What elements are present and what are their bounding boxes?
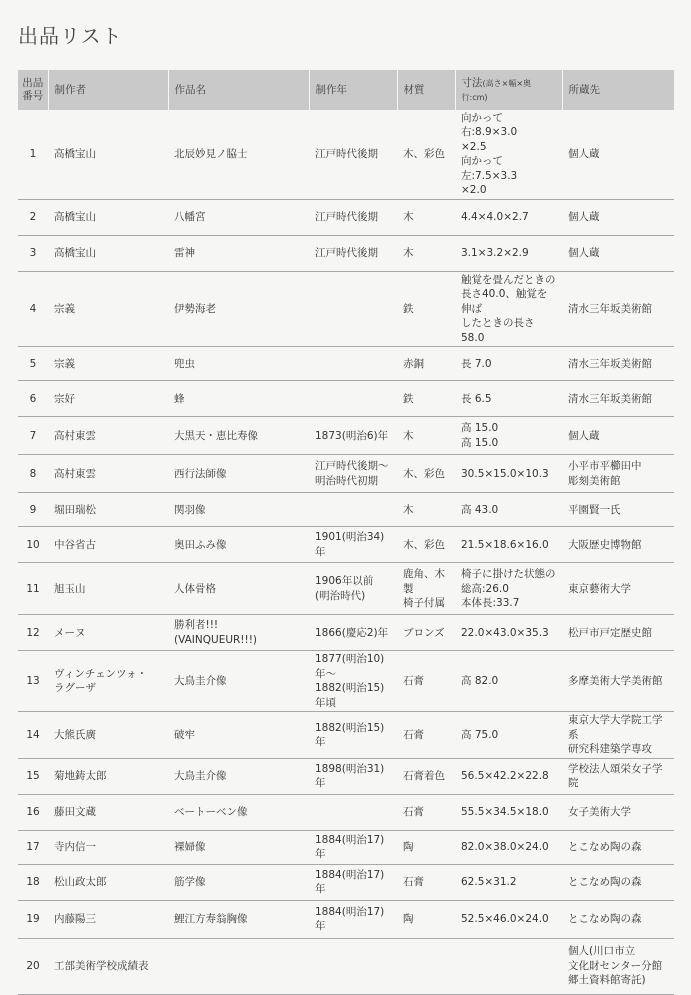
- year-cell: [309, 493, 397, 527]
- row-number-cell: 18: [18, 864, 48, 900]
- dimensions-cell: 82.0×38.0×24.0: [455, 830, 562, 864]
- row-number-cell: 3: [18, 235, 48, 271]
- dimensions-cell: 30.5×15.0×10.3: [455, 455, 562, 493]
- work-title-cell: 八幡宮: [168, 199, 309, 235]
- artist-cell: 松山政太郎: [48, 864, 168, 900]
- row-number-cell: 1: [18, 110, 48, 199]
- header-work: 作品名: [168, 70, 309, 110]
- work-title-cell: 大鳥圭介像: [168, 758, 309, 794]
- work-title-cell: 裸婦像: [168, 830, 309, 864]
- work-title-cell: 破牢: [168, 712, 309, 758]
- dimensions-cell: 3.1×3.2×2.9: [455, 235, 562, 271]
- work-title-cell: 筋学像: [168, 864, 309, 900]
- year-cell: [309, 938, 397, 994]
- artist-cell: 寺内信一: [48, 830, 168, 864]
- row-number-cell: 17: [18, 830, 48, 864]
- material-cell: 石膏着色: [397, 758, 455, 794]
- table-row: [18, 615, 674, 651]
- artist-cell: 宗義: [48, 347, 168, 381]
- table-row: [18, 830, 674, 864]
- dimensions-cell: 椅子に掛けた状態の 総高:26.0 本体長:33.7: [455, 563, 562, 615]
- work-title-cell: [168, 938, 309, 994]
- dimensions-cell: [455, 938, 562, 994]
- owner-cell: 大阪歴史博物館: [562, 527, 674, 563]
- artist-cell: 工部美術学校成績表: [48, 938, 168, 994]
- dimensions-cell: 高 43.0: [455, 493, 562, 527]
- owner-cell: とこなめ陶の森: [562, 830, 674, 864]
- owner-cell: 多摩美術大学美術館: [562, 651, 674, 712]
- artist-cell: 旭玉山: [48, 563, 168, 615]
- material-cell: 陶: [397, 900, 455, 938]
- material-cell: 石膏: [397, 794, 455, 830]
- work-title-cell: 雷神: [168, 235, 309, 271]
- row-number-cell: 2: [18, 199, 48, 235]
- dimensions-cell: 55.5×34.5×18.0: [455, 794, 562, 830]
- year-cell: 江戸時代後期〜 明治時代初期: [309, 455, 397, 493]
- owner-cell: 個人蔵: [562, 199, 674, 235]
- table-row: [18, 758, 674, 794]
- dimensions-cell: 56.5×42.2×22.8: [455, 758, 562, 794]
- table-row: [18, 900, 674, 938]
- table-row: [18, 235, 674, 271]
- header-owner: 所蔵先: [562, 70, 674, 110]
- artist-cell: 宗義: [48, 271, 168, 346]
- owner-cell: とこなめ陶の森: [562, 900, 674, 938]
- owner-cell: 個人蔵: [562, 417, 674, 455]
- owner-cell: 清水三年坂美術館: [562, 271, 674, 346]
- table-row: [18, 563, 674, 615]
- material-cell: 陶: [397, 830, 455, 864]
- header-size-sub: (高さ×幅×奥行:cm): [461, 78, 532, 102]
- work-title-cell: 西行法師像: [168, 455, 309, 493]
- dimensions-cell: 長 6.5: [455, 381, 562, 417]
- material-cell: 木: [397, 493, 455, 527]
- table-row: [18, 527, 674, 563]
- work-title-cell: 北辰妙見ノ脇士: [168, 110, 309, 199]
- owner-cell: 個人蔵: [562, 235, 674, 271]
- material-cell: 木、彩色: [397, 455, 455, 493]
- table-row: [18, 110, 674, 199]
- table-row: [18, 864, 674, 900]
- artist-cell: 菊地鋳太郎: [48, 758, 168, 794]
- row-number-cell: 15: [18, 758, 48, 794]
- dimensions-cell: 高 75.0: [455, 712, 562, 758]
- year-cell: 1882(明治15)年: [309, 712, 397, 758]
- header-year: 制作年: [309, 70, 397, 110]
- year-cell: 1884(明治17)年: [309, 864, 397, 900]
- table-row: [18, 199, 674, 235]
- table-row: [18, 347, 674, 381]
- dimensions-cell: 高 15.0 高 15.0: [455, 417, 562, 455]
- dimensions-cell: 高 82.0: [455, 651, 562, 712]
- table-row: [18, 493, 674, 527]
- dimensions-cell: 4.4×4.0×2.7: [455, 199, 562, 235]
- year-cell: 1873(明治6)年: [309, 417, 397, 455]
- material-cell: 石膏: [397, 651, 455, 712]
- owner-cell: 女子美術大学: [562, 794, 674, 830]
- row-number-cell: 7: [18, 417, 48, 455]
- work-title-cell: 奥田ふみ像: [168, 527, 309, 563]
- table-row: [18, 794, 674, 830]
- artist-cell: 藤田文蔵: [48, 794, 168, 830]
- owner-cell: 清水三年坂美術館: [562, 381, 674, 417]
- artist-cell: 内藤陽三: [48, 900, 168, 938]
- row-number-cell: 12: [18, 615, 48, 651]
- material-cell: [397, 938, 455, 994]
- row-number-cell: 19: [18, 900, 48, 938]
- material-cell: ブロンズ: [397, 615, 455, 651]
- material-cell: 木: [397, 235, 455, 271]
- table-row: [18, 381, 674, 417]
- work-title-cell: 蜂: [168, 381, 309, 417]
- exhibit-list-table: [18, 70, 674, 995]
- owner-cell: とこなめ陶の森: [562, 864, 674, 900]
- row-number-cell: 13: [18, 651, 48, 712]
- material-cell: 赤銅: [397, 347, 455, 381]
- table-row: [18, 938, 674, 994]
- owner-cell: 松戸市戸定歴史館: [562, 615, 674, 651]
- header-size-main: 寸法: [461, 76, 483, 89]
- row-number-cell: 11: [18, 563, 48, 615]
- row-number-cell: 14: [18, 712, 48, 758]
- owner-cell: 小平市平櫛田中 彫刻美術館: [562, 455, 674, 493]
- dimensions-cell: 52.5×46.0×24.0: [455, 900, 562, 938]
- artist-cell: 高橋宝山: [48, 235, 168, 271]
- year-cell: [309, 347, 397, 381]
- work-title-cell: 関羽像: [168, 493, 309, 527]
- year-cell: 1884(明治17)年: [309, 900, 397, 938]
- header-size: [455, 70, 562, 110]
- artist-cell: 堀田瑞松: [48, 493, 168, 527]
- year-cell: 1901(明治34) 年: [309, 527, 397, 563]
- year-cell: [309, 271, 397, 346]
- row-number-cell: 16: [18, 794, 48, 830]
- artist-cell: ヴィンチェンツォ・ ラグーザ: [48, 651, 168, 712]
- material-cell: 鹿角、木製 椅子付属: [397, 563, 455, 615]
- page-title: 出品リスト: [18, 24, 123, 48]
- year-cell: 江戸時代後期: [309, 199, 397, 235]
- table-row: [18, 651, 674, 712]
- dimensions-cell: 向かって右:8.9×3.0 ×2.5 向かって左:7.5×3.3 ×2.0: [455, 110, 562, 199]
- header-material: 材質: [397, 70, 455, 110]
- artist-cell: 高橋宝山: [48, 110, 168, 199]
- year-cell: 1884(明治17)年: [309, 830, 397, 864]
- material-cell: 木: [397, 199, 455, 235]
- work-title-cell: ベートーベン像: [168, 794, 309, 830]
- material-cell: 木: [397, 417, 455, 455]
- header-no: 出品 番号: [18, 70, 48, 110]
- artist-cell: 高村東雲: [48, 417, 168, 455]
- table-row: [18, 417, 674, 455]
- work-title-cell: 兜虫: [168, 347, 309, 381]
- artist-cell: 高橋宝山: [48, 199, 168, 235]
- work-title-cell: 勝利者!!! (VAINQUEUR!!!): [168, 615, 309, 651]
- year-cell: 1898(明治31)年: [309, 758, 397, 794]
- row-number-cell: 5: [18, 347, 48, 381]
- table-row: [18, 455, 674, 493]
- year-cell: [309, 381, 397, 417]
- dimensions-cell: 触覚を畳んだときの 長さ40.0、触覚を伸ば したときの長さ58.0: [455, 271, 562, 346]
- material-cell: 石膏: [397, 712, 455, 758]
- table-header-row: [18, 70, 674, 110]
- dimensions-cell: 22.0×43.0×35.3: [455, 615, 562, 651]
- row-number-cell: 20: [18, 938, 48, 994]
- row-number-cell: 8: [18, 455, 48, 493]
- dimensions-cell: 21.5×18.6×16.0: [455, 527, 562, 563]
- artist-cell: 高村東雲: [48, 455, 168, 493]
- work-title-cell: 大黒天・恵比寿像: [168, 417, 309, 455]
- artist-cell: メーヌ: [48, 615, 168, 651]
- material-cell: 鉄: [397, 271, 455, 346]
- artist-cell: 宗好: [48, 381, 168, 417]
- owner-cell: 東京藝術大学: [562, 563, 674, 615]
- owner-cell: 学校法人頌栄女子学院: [562, 758, 674, 794]
- year-cell: 江戸時代後期: [309, 235, 397, 271]
- row-number-cell: 9: [18, 493, 48, 527]
- dimensions-cell: 長 7.0: [455, 347, 562, 381]
- table-row: [18, 712, 674, 758]
- header-artist: 制作者: [48, 70, 168, 110]
- year-cell: [309, 794, 397, 830]
- work-title-cell: 鯉江方寿翁胸像: [168, 900, 309, 938]
- owner-cell: 平園賢一氏: [562, 493, 674, 527]
- artist-cell: 中谷省古: [48, 527, 168, 563]
- year-cell: 1866(慶応2)年: [309, 615, 397, 651]
- row-number-cell: 4: [18, 271, 48, 346]
- owner-cell: 個人(川口市立 文化財センター分館 郷土資料館寄託): [562, 938, 674, 994]
- dimensions-cell: 62.5×31.2: [455, 864, 562, 900]
- material-cell: 木、彩色: [397, 110, 455, 199]
- artist-cell: 大熊氏廣: [48, 712, 168, 758]
- table-row: [18, 271, 674, 346]
- year-cell: 江戸時代後期: [309, 110, 397, 199]
- owner-cell: 清水三年坂美術館: [562, 347, 674, 381]
- work-title-cell: 人体骨格: [168, 563, 309, 615]
- owner-cell: 個人蔵: [562, 110, 674, 199]
- work-title-cell: 伊勢海老: [168, 271, 309, 346]
- row-number-cell: 10: [18, 527, 48, 563]
- year-cell: 1906年以前 (明治時代): [309, 563, 397, 615]
- material-cell: 木、彩色: [397, 527, 455, 563]
- row-number-cell: 6: [18, 381, 48, 417]
- material-cell: 石膏: [397, 864, 455, 900]
- year-cell: 1877(明治10)年〜 1882(明治15)年頃: [309, 651, 397, 712]
- work-title-cell: 大鳥圭介像: [168, 651, 309, 712]
- owner-cell: 東京大学大学院工学系 研究科建築学専攻: [562, 712, 674, 758]
- material-cell: 鉄: [397, 381, 455, 417]
